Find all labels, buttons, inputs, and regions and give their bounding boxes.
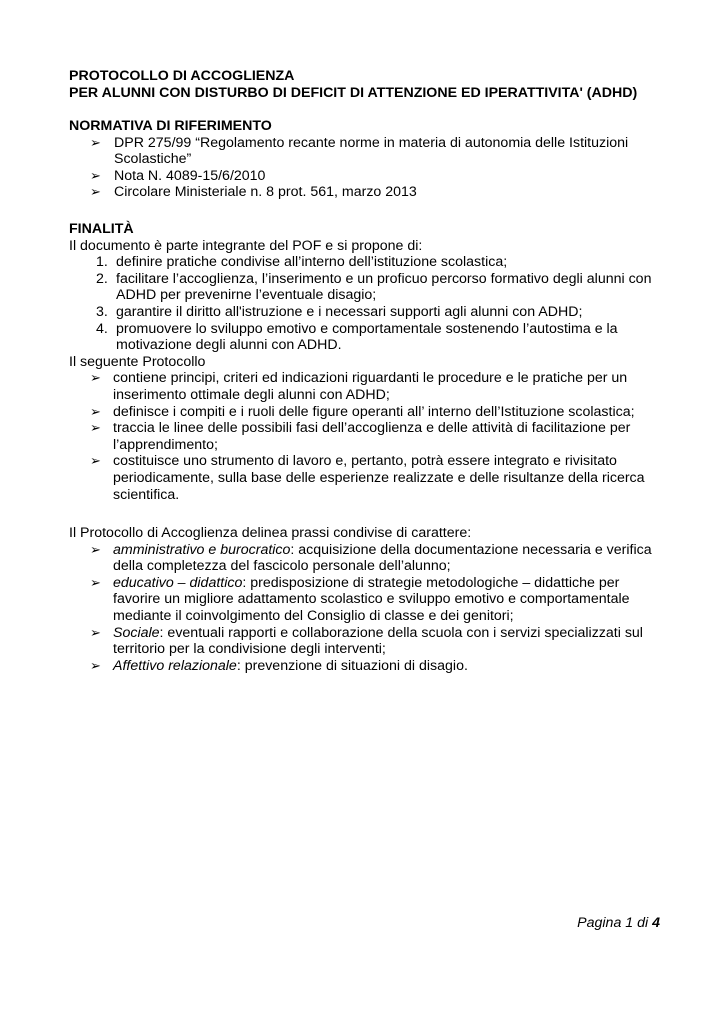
- arrow-bullet-icon: ➢: [90, 403, 101, 419]
- list-item: ➢ contiene principi, criteri ed indicazioni riguardanti le procedure e le pratiche per un inserimento ottimale degli alunni con ADHD;: [90, 370, 628, 403]
- list-item: ➢ DPR 275/99 “Regolamento recante norme in materia di autonomia delle Istituzioni Scolastiche”: [90, 134, 629, 168]
- arrow-bullet-icon: ➢: [90, 541, 101, 557]
- list-item: ➢ definisce i compiti e i ruoli delle figure operanti all’ interno dell’Istituzione scolastica;: [90, 403, 635, 420]
- total-pages: 4: [652, 915, 660, 931]
- normativa-heading: NORMATIVA DI RIFERIMENTO: [69, 118, 272, 134]
- normativa-section: [69, 118, 669, 201]
- list-item: ➢ traccia le linee delle possibili fasi dell’accoglienza e delle attività di facilitazione per l’apprendimento;: [90, 420, 631, 453]
- current-page: 1: [625, 915, 634, 931]
- list-item: ➢ Nota N. 4089-15/6/2010: [90, 167, 266, 184]
- list-item: ➢ educativo – didattico: predisposizione di strategie metodologiche – didattiche per favorire un migliore adattamento scolastico e sviluppo emotivo e comportamentale mediante il coinvolgimento del Consiglio di classe e dei genitori;: [90, 574, 630, 624]
- page-number-footer: Pagina 1 di 4: [577, 915, 660, 931]
- arrow-bullet-icon: ➢: [90, 420, 101, 436]
- arrow-bullet-icon: ➢: [90, 184, 101, 200]
- list-item: ➢ costituisce uno strumento di lavoro e, pertanto, potrà essere integrato e rivisitato periodicamente, sulla base delle esperienze realizzate e delle risultanze della ricerca scientifica.: [90, 453, 645, 503]
- protocol-list: [69, 370, 669, 503]
- finalita-intro: Il documento è parte integrante del POF e si propone di:: [69, 237, 423, 254]
- arrow-bullet-icon: ➢: [90, 134, 101, 150]
- list-item: 2. facilitare l’accoglienza, l’inserimento e un proficuo percorso formativo degli alunni con ADHD per prevenirne l’eventuale disagio;: [96, 270, 652, 304]
- list-item: 1. definire pratiche condivise all’interno dell’istituzione scolastica;: [96, 254, 508, 271]
- list-item: 4. promuovere lo sviluppo emotivo e comportamentale sostenendo l’autostima e la motivazione degli alunni con ADHD.: [96, 320, 618, 354]
- prassi-section: [69, 525, 669, 674]
- arrow-bullet-icon: ➢: [90, 167, 101, 183]
- finalita-section: [69, 221, 669, 503]
- list-item: ➢ Affettivo relazionale: prevenzione di situazioni di disagio.: [90, 657, 468, 674]
- arrow-bullet-icon: ➢: [90, 657, 101, 673]
- finalita-numbered-list: [69, 254, 669, 354]
- normativa-list: [69, 135, 669, 201]
- list-item: ➢ amministrativo e burocratico: acquisizione della documentazione necessaria e verifica della completezza del fascicolo personale dell’alunno;: [90, 541, 652, 575]
- prassi-list: [69, 542, 669, 675]
- arrow-bullet-icon: ➢: [90, 453, 101, 469]
- list-item: 3. garantire il diritto all'istruzione e i necessari supporti agli alunni con ADHD;: [96, 303, 583, 320]
- arrow-bullet-icon: ➢: [90, 574, 101, 590]
- prassi-intro: Il Protocollo di Accoglienza delinea prassi condivise di carattere:: [69, 525, 472, 541]
- list-item: ➢ Circolare Ministeriale n. 8 prot. 561, marzo 2013: [90, 184, 417, 201]
- arrow-bullet-icon: ➢: [90, 624, 101, 640]
- list-item: ➢ Sociale: eventuali rapporti e collaborazione della scuola con i servizi specializzati sul territorio per la condivisione degli interventi;: [90, 624, 643, 658]
- protocol-intro: Il seguente Protocollo: [69, 353, 206, 370]
- title-line-1: PROTOCOLLO DI ACCOGLIENZA: [69, 68, 295, 84]
- finalita-heading: FINALITÀ: [69, 221, 134, 237]
- document-title: [69, 68, 669, 101]
- arrow-bullet-icon: ➢: [90, 370, 101, 386]
- title-line-2: PER ALUNNI CON DISTURBO DI DEFICIT DI ATTENZIONE ED IPERATTIVITA' (ADHD): [69, 84, 638, 101]
